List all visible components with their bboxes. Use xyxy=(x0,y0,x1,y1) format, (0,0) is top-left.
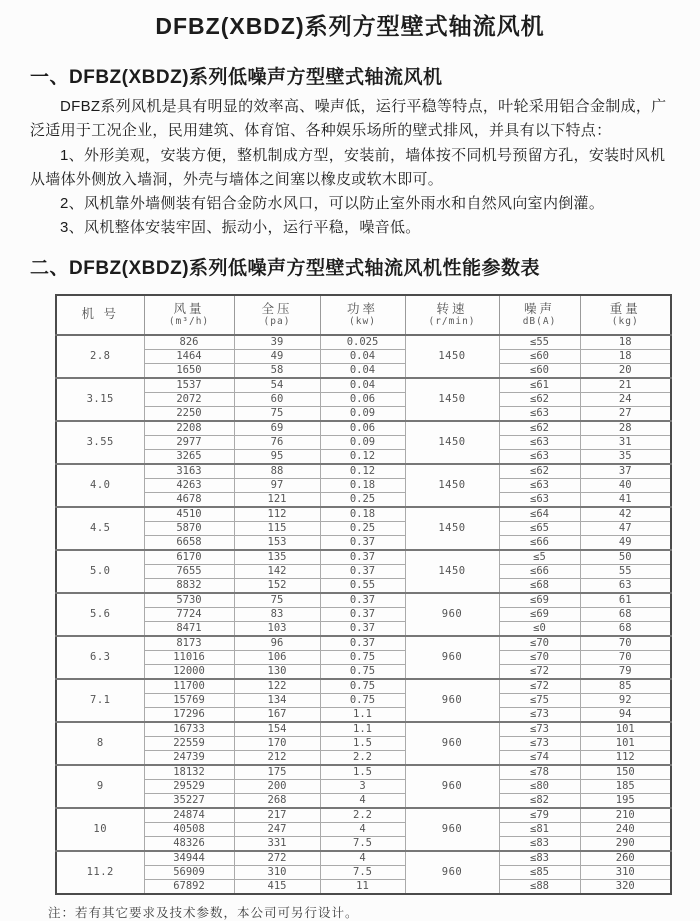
cell-weight: 21 xyxy=(580,378,671,393)
cell-airflow: 1537 xyxy=(144,378,234,393)
cell-pressure: 130 xyxy=(234,664,320,679)
cell-pressure: 175 xyxy=(234,765,320,780)
cell-pressure: 58 xyxy=(234,363,320,378)
table-row xyxy=(56,693,671,707)
cell-pressure: 272 xyxy=(234,851,320,866)
cell-power: 0.18 xyxy=(320,507,405,522)
cell-power: 0.37 xyxy=(320,636,405,651)
col-header-airflow xyxy=(144,295,234,335)
cell-model: 5.0 xyxy=(56,550,144,593)
table-row xyxy=(56,621,671,636)
cell-noise: ≤70 xyxy=(499,650,580,664)
cell-weight: 79 xyxy=(580,664,671,679)
col-header-unit: dB(A) xyxy=(522,316,557,328)
cell-power: 0.75 xyxy=(320,679,405,694)
cell-noise: ≤60 xyxy=(499,349,580,363)
cell-pressure: 152 xyxy=(234,578,320,593)
section1-intro: DFBZ系列风机是具有明显的效率高、噪声低，运行平稳等特点，叶轮采用铝合金制成，广泛适用于工况企业，民用建筑、体育馆、各种娱乐场所的壁式排风，并具有以下特点： xyxy=(30,98,667,140)
cell-weight: 101 xyxy=(580,736,671,750)
table-row xyxy=(56,650,671,664)
cell-pressure: 170 xyxy=(234,736,320,750)
cell-pressure: 153 xyxy=(234,535,320,550)
cell-noise: ≤73 xyxy=(499,736,580,750)
cell-pressure: 75 xyxy=(234,406,320,421)
cell-model: 8 xyxy=(56,722,144,765)
cell-weight: 18 xyxy=(580,349,671,363)
cell-noise: ≤5 xyxy=(499,550,580,565)
cell-power: 0.09 xyxy=(320,435,405,449)
col-header-label: 转速 xyxy=(436,302,468,317)
cell-speed: 960 xyxy=(405,636,499,679)
cell-pressure: 103 xyxy=(234,621,320,636)
cell-airflow: 56909 xyxy=(144,865,234,879)
cell-pressure: 75 xyxy=(234,593,320,608)
col-header-unit: (pa) xyxy=(263,316,291,328)
cell-pressure: 83 xyxy=(234,607,320,621)
table-row xyxy=(56,421,671,436)
cell-power: 0.09 xyxy=(320,406,405,421)
cell-airflow: 67892 xyxy=(144,879,234,894)
cell-weight: 85 xyxy=(580,679,671,694)
cell-power: 4 xyxy=(320,822,405,836)
col-header-unit: (kg) xyxy=(611,316,639,328)
cell-pressure: 88 xyxy=(234,464,320,479)
cell-power: 1.1 xyxy=(320,707,405,722)
cell-noise: ≤65 xyxy=(499,521,580,535)
table-row xyxy=(56,464,671,479)
cell-airflow: 48326 xyxy=(144,836,234,851)
cell-pressure: 217 xyxy=(234,808,320,823)
cell-airflow: 3163 xyxy=(144,464,234,479)
col-header-weight xyxy=(580,295,671,335)
cell-airflow: 2250 xyxy=(144,406,234,421)
cell-noise: ≤66 xyxy=(499,535,580,550)
performance-table-wrapper xyxy=(55,294,670,895)
col-header-power xyxy=(320,295,405,335)
table-row xyxy=(56,449,671,464)
cell-weight: 28 xyxy=(580,421,671,436)
cell-weight: 101 xyxy=(580,722,671,737)
cell-weight: 49 xyxy=(580,535,671,550)
page-title: DFBZ(XBDZ)系列方型壁式轴流风机 xyxy=(155,13,545,39)
cell-pressure: 39 xyxy=(234,335,320,350)
cell-weight: 68 xyxy=(580,607,671,621)
cell-airflow: 16733 xyxy=(144,722,234,737)
cell-airflow: 2977 xyxy=(144,435,234,449)
cell-power: 2.2 xyxy=(320,750,405,765)
cell-power: 0.06 xyxy=(320,392,405,406)
cell-airflow: 22559 xyxy=(144,736,234,750)
cell-speed: 1450 xyxy=(405,378,499,421)
table-row xyxy=(56,435,671,449)
cell-power: 0.25 xyxy=(320,521,405,535)
cell-weight: 35 xyxy=(580,449,671,464)
table-row xyxy=(56,521,671,535)
cell-weight: 310 xyxy=(580,865,671,879)
cell-airflow: 6658 xyxy=(144,535,234,550)
cell-pressure: 122 xyxy=(234,679,320,694)
table-row xyxy=(56,378,671,393)
cell-airflow: 1464 xyxy=(144,349,234,363)
cell-noise: ≤79 xyxy=(499,808,580,823)
cell-speed: 1450 xyxy=(405,421,499,464)
cell-power: 0.04 xyxy=(320,378,405,393)
cell-model: 10 xyxy=(56,808,144,851)
cell-noise: ≤68 xyxy=(499,578,580,593)
table-row xyxy=(56,535,671,550)
cell-noise: ≤64 xyxy=(499,507,580,522)
cell-airflow: 4678 xyxy=(144,492,234,507)
cell-noise: ≤83 xyxy=(499,851,580,866)
table-body xyxy=(56,335,671,894)
table-row xyxy=(56,836,671,851)
cell-weight: 42 xyxy=(580,507,671,522)
cell-speed: 960 xyxy=(405,808,499,851)
cell-pressure: 97 xyxy=(234,478,320,492)
cell-model: 4.0 xyxy=(56,464,144,507)
cell-speed: 1450 xyxy=(405,550,499,593)
cell-weight: 112 xyxy=(580,750,671,765)
cell-noise: ≤82 xyxy=(499,793,580,808)
cell-weight: 320 xyxy=(580,879,671,894)
cell-power: 0.12 xyxy=(320,464,405,479)
cell-airflow: 2208 xyxy=(144,421,234,436)
cell-model: 9 xyxy=(56,765,144,808)
table-row xyxy=(56,822,671,836)
cell-weight: 70 xyxy=(580,636,671,651)
cell-speed: 1450 xyxy=(405,335,499,378)
cell-power: 0.55 xyxy=(320,578,405,593)
cell-power: 0.025 xyxy=(320,335,405,350)
cell-power: 0.18 xyxy=(320,478,405,492)
cell-airflow: 40508 xyxy=(144,822,234,836)
cell-noise: ≤60 xyxy=(499,363,580,378)
table-note: 注：若有其它要求及技术参数，本公司可另行设计。 xyxy=(48,905,359,920)
cell-noise: ≤88 xyxy=(499,879,580,894)
cell-speed: 960 xyxy=(405,593,499,636)
table-row xyxy=(56,349,671,363)
col-header-label: 机 号 xyxy=(81,307,119,322)
cell-pressure: 268 xyxy=(234,793,320,808)
cell-airflow: 34944 xyxy=(144,851,234,866)
table-row xyxy=(56,750,671,765)
cell-pressure: 134 xyxy=(234,693,320,707)
cell-weight: 41 xyxy=(580,492,671,507)
cell-pressure: 106 xyxy=(234,650,320,664)
table-row xyxy=(56,679,671,694)
cell-pressure: 142 xyxy=(234,564,320,578)
cell-power: 0.75 xyxy=(320,650,405,664)
cell-pressure: 212 xyxy=(234,750,320,765)
table-row xyxy=(56,607,671,621)
cell-power: 0.37 xyxy=(320,564,405,578)
cell-power: 4 xyxy=(320,851,405,866)
cell-power: 0.12 xyxy=(320,449,405,464)
cell-pressure: 200 xyxy=(234,779,320,793)
table-header xyxy=(56,295,671,335)
cell-pressure: 54 xyxy=(234,378,320,393)
cell-pressure: 121 xyxy=(234,492,320,507)
table-row xyxy=(56,779,671,793)
cell-weight: 210 xyxy=(580,808,671,823)
cell-noise: ≤70 xyxy=(499,636,580,651)
cell-power: 0.04 xyxy=(320,349,405,363)
cell-weight: 195 xyxy=(580,793,671,808)
cell-weight: 260 xyxy=(580,851,671,866)
col-header-unit: (r/min) xyxy=(428,316,476,328)
cell-airflow: 17296 xyxy=(144,707,234,722)
table-row xyxy=(56,392,671,406)
cell-weight: 20 xyxy=(580,363,671,378)
table-row xyxy=(56,363,671,378)
cell-airflow: 8173 xyxy=(144,636,234,651)
cell-airflow: 18132 xyxy=(144,765,234,780)
cell-power: 0.37 xyxy=(320,535,405,550)
cell-weight: 185 xyxy=(580,779,671,793)
cell-noise: ≤62 xyxy=(499,464,580,479)
col-header-label: 风量 xyxy=(173,302,205,317)
cell-weight: 240 xyxy=(580,822,671,836)
cell-weight: 70 xyxy=(580,650,671,664)
table-row xyxy=(56,593,671,608)
table-row xyxy=(56,492,671,507)
cell-airflow: 3265 xyxy=(144,449,234,464)
cell-pressure: 135 xyxy=(234,550,320,565)
cell-power: 4 xyxy=(320,793,405,808)
cell-speed: 960 xyxy=(405,765,499,808)
cell-weight: 61 xyxy=(580,593,671,608)
cell-power: 3 xyxy=(320,779,405,793)
cell-pressure: 310 xyxy=(234,865,320,879)
cell-airflow: 2072 xyxy=(144,392,234,406)
cell-power: 0.75 xyxy=(320,664,405,679)
cell-weight: 150 xyxy=(580,765,671,780)
performance-table xyxy=(55,294,672,895)
cell-noise: ≤63 xyxy=(499,406,580,421)
cell-weight: 37 xyxy=(580,464,671,479)
cell-weight: 50 xyxy=(580,550,671,565)
cell-power: 0.37 xyxy=(320,550,405,565)
cell-power: 0.37 xyxy=(320,593,405,608)
table-row xyxy=(56,550,671,565)
cell-model: 2.8 xyxy=(56,335,144,378)
cell-weight: 18 xyxy=(580,335,671,350)
cell-weight: 63 xyxy=(580,578,671,593)
cell-power: 11 xyxy=(320,879,405,894)
cell-speed: 960 xyxy=(405,679,499,722)
cell-noise: ≤72 xyxy=(499,679,580,694)
feature-item-3: 3、风机整体安装牢固、振动小，运行平稳，噪音低。 xyxy=(60,219,421,237)
col-header-label: 噪声 xyxy=(523,302,555,317)
cell-pressure: 247 xyxy=(234,822,320,836)
table-row xyxy=(56,564,671,578)
col-header-label: 功率 xyxy=(346,302,378,317)
cell-weight: 31 xyxy=(580,435,671,449)
cell-weight: 24 xyxy=(580,392,671,406)
cell-noise: ≤62 xyxy=(499,421,580,436)
col-header-unit: (kw) xyxy=(349,316,376,328)
cell-speed: 960 xyxy=(405,722,499,765)
table-row xyxy=(56,793,671,808)
cell-airflow: 15769 xyxy=(144,693,234,707)
table-row xyxy=(56,707,671,722)
cell-power: 7.5 xyxy=(320,865,405,879)
cell-weight: 55 xyxy=(580,564,671,578)
cell-noise: ≤55 xyxy=(499,335,580,350)
table-row xyxy=(56,478,671,492)
cell-airflow: 4510 xyxy=(144,507,234,522)
cell-airflow: 8832 xyxy=(144,578,234,593)
cell-weight: 290 xyxy=(580,836,671,851)
cell-noise: ≤66 xyxy=(499,564,580,578)
cell-power: 2.2 xyxy=(320,808,405,823)
cell-noise: ≤81 xyxy=(499,822,580,836)
cell-model: 3.55 xyxy=(56,421,144,464)
cell-weight: 68 xyxy=(580,621,671,636)
feature-item-2: 2、风机靠外墙侧装有铝合金防水风口，可以防止室外雨水和自然风向室内倒灌。 xyxy=(60,195,605,213)
col-header-model xyxy=(56,295,144,335)
cell-pressure: 331 xyxy=(234,836,320,851)
cell-model: 7.1 xyxy=(56,679,144,722)
table-row xyxy=(56,865,671,879)
cell-noise: ≤0 xyxy=(499,621,580,636)
cell-pressure: 154 xyxy=(234,722,320,737)
cell-power: 7.5 xyxy=(320,836,405,851)
cell-noise: ≤80 xyxy=(499,779,580,793)
cell-airflow: 24739 xyxy=(144,750,234,765)
cell-pressure: 49 xyxy=(234,349,320,363)
cell-noise: ≤69 xyxy=(499,593,580,608)
cell-airflow: 4263 xyxy=(144,478,234,492)
section1-heading: 一、DFBZ(XBDZ)系列低噪声方型壁式轴流风机 xyxy=(30,67,443,88)
cell-weight: 40 xyxy=(580,478,671,492)
cell-power: 1.5 xyxy=(320,736,405,750)
table-row xyxy=(56,335,671,350)
cell-model: 4.5 xyxy=(56,507,144,550)
cell-speed: 960 xyxy=(405,851,499,894)
cell-noise: ≤74 xyxy=(499,750,580,765)
table-row xyxy=(56,722,671,737)
cell-airflow: 7655 xyxy=(144,564,234,578)
cell-noise: ≤72 xyxy=(499,664,580,679)
col-header-unit: (m³/h) xyxy=(168,316,210,328)
cell-weight: 92 xyxy=(580,693,671,707)
table-row xyxy=(56,507,671,522)
cell-noise: ≤63 xyxy=(499,492,580,507)
cell-speed: 1450 xyxy=(405,464,499,507)
cell-pressure: 95 xyxy=(234,449,320,464)
cell-airflow: 6170 xyxy=(144,550,234,565)
col-header-pressure xyxy=(234,295,320,335)
cell-pressure: 76 xyxy=(234,435,320,449)
cell-noise: ≤85 xyxy=(499,865,580,879)
cell-model: 3.15 xyxy=(56,378,144,421)
cell-pressure: 112 xyxy=(234,507,320,522)
cell-pressure: 69 xyxy=(234,421,320,436)
cell-speed: 1450 xyxy=(405,507,499,550)
cell-model: 11.2 xyxy=(56,851,144,894)
cell-power: 1.5 xyxy=(320,765,405,780)
cell-airflow: 12000 xyxy=(144,664,234,679)
cell-airflow: 29529 xyxy=(144,779,234,793)
table-row xyxy=(56,636,671,651)
cell-noise: ≤63 xyxy=(499,449,580,464)
cell-noise: ≤63 xyxy=(499,478,580,492)
cell-airflow: 8471 xyxy=(144,621,234,636)
cell-airflow: 7724 xyxy=(144,607,234,621)
cell-power: 1.1 xyxy=(320,722,405,737)
table-row xyxy=(56,808,671,823)
cell-airflow: 826 xyxy=(144,335,234,350)
cell-airflow: 1650 xyxy=(144,363,234,378)
cell-model: 5.6 xyxy=(56,593,144,636)
feature-item-1: 1、外形美观，安装方便，整机制成方型，安装前，墙体按不同机号预留方孔，安装时风机从墙体外侧放入墙洞，外壳与墙体之间塞以橡皮或软木即可。 xyxy=(30,146,666,188)
cell-noise: ≤78 xyxy=(499,765,580,780)
cell-power: 0.04 xyxy=(320,363,405,378)
table-row xyxy=(56,879,671,894)
cell-noise: ≤69 xyxy=(499,607,580,621)
cell-noise: ≤83 xyxy=(499,836,580,851)
cell-pressure: 60 xyxy=(234,392,320,406)
table-row xyxy=(56,664,671,679)
cell-power: 0.06 xyxy=(320,421,405,436)
table-row xyxy=(56,736,671,750)
cell-power: 0.25 xyxy=(320,492,405,507)
col-header-label: 全压 xyxy=(261,302,293,317)
cell-airflow: 24874 xyxy=(144,808,234,823)
cell-noise: ≤63 xyxy=(499,435,580,449)
cell-noise: ≤73 xyxy=(499,707,580,722)
cell-pressure: 415 xyxy=(234,879,320,894)
table-row xyxy=(56,406,671,421)
section2-heading: 二、DFBZ(XBDZ)系列低噪声方型壁式轴流风机性能参数表 xyxy=(30,257,541,279)
cell-airflow: 11700 xyxy=(144,679,234,694)
cell-noise: ≤61 xyxy=(499,378,580,393)
col-header-noise xyxy=(499,295,580,335)
table-row xyxy=(56,851,671,866)
col-header-speed xyxy=(405,295,499,335)
cell-noise: ≤62 xyxy=(499,392,580,406)
cell-airflow: 35227 xyxy=(144,793,234,808)
cell-airflow: 5730 xyxy=(144,593,234,608)
cell-pressure: 115 xyxy=(234,521,320,535)
cell-airflow: 5870 xyxy=(144,521,234,535)
table-row xyxy=(56,765,671,780)
cell-power: 0.37 xyxy=(320,607,405,621)
cell-noise: ≤73 xyxy=(499,722,580,737)
cell-weight: 47 xyxy=(580,521,671,535)
table-row xyxy=(56,578,671,593)
cell-noise: ≤75 xyxy=(499,693,580,707)
cell-weight: 94 xyxy=(580,707,671,722)
cell-model: 6.3 xyxy=(56,636,144,679)
cell-power: 0.37 xyxy=(320,621,405,636)
cell-power: 0.75 xyxy=(320,693,405,707)
cell-pressure: 96 xyxy=(234,636,320,651)
cell-pressure: 167 xyxy=(234,707,320,722)
cell-airflow: 11016 xyxy=(144,650,234,664)
cell-weight: 27 xyxy=(580,406,671,421)
col-header-label: 重量 xyxy=(609,302,641,317)
